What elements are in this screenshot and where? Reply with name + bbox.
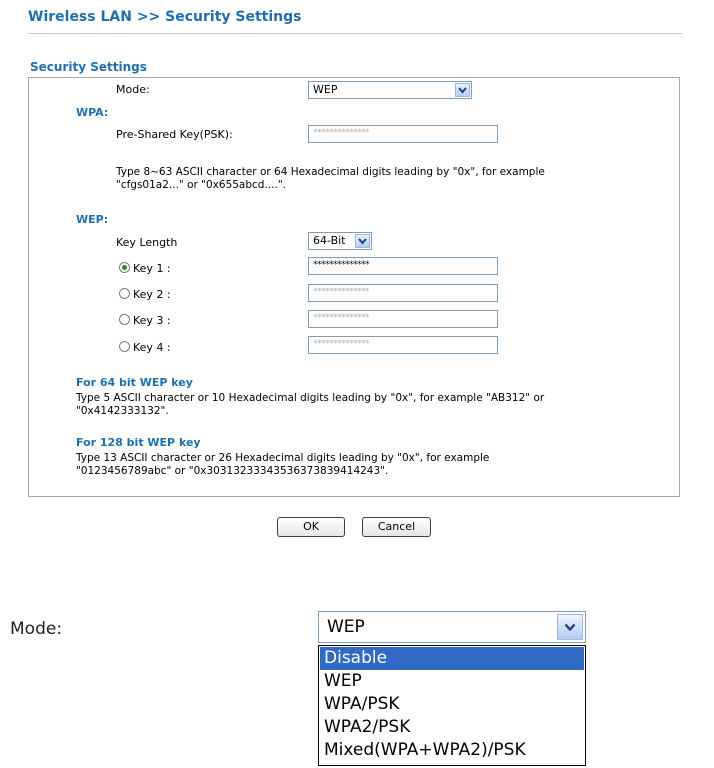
key4-radio[interactable] [119, 341, 130, 352]
wep128-line2: "0123456789abc" or "0x30313233343536373839414243". [76, 465, 389, 477]
zoom-mode-label: Mode: [10, 619, 63, 639]
key2-input[interactable]: ************** [308, 284, 498, 302]
option-mixed-psk[interactable]: Mixed(WPA+WPA2)/PSK [324, 740, 526, 760]
option-wep[interactable]: WEP [324, 671, 362, 691]
wep64-line1: Type 5 ASCII character or 10 Hexadecimal digits leading by "0x", for example "AB312" or [76, 392, 545, 404]
chevron-down-icon[interactable] [557, 614, 583, 640]
chevron-down-icon[interactable] [355, 234, 370, 248]
key-length-label: Key Length [116, 236, 178, 249]
psk-input[interactable]: ************** [308, 125, 498, 143]
key1-radio[interactable] [119, 262, 130, 273]
page-title: Wireless LAN >> Security Settings [28, 9, 302, 25]
title-divider [28, 33, 682, 34]
key2-radio[interactable] [119, 288, 130, 299]
mode-select-value: WEP [313, 83, 338, 96]
psk-note-line2: "cfgs01a2..." or "0x655abcd....". [116, 179, 286, 191]
zoom-mode-select[interactable] [318, 611, 586, 643]
wpa-heading: WPA: [76, 106, 109, 119]
option-wpa2-psk[interactable]: WPA2/PSK [324, 717, 411, 737]
option-disable[interactable]: Disable [320, 647, 584, 670]
key4-input[interactable]: ************** [308, 336, 498, 354]
wep128-line1: Type 13 ASCII character or 26 Hexadecimal digits leading by "0x", for example [76, 452, 490, 464]
ok-button[interactable]: OK [277, 517, 345, 537]
chevron-down-icon[interactable] [455, 83, 470, 97]
section-title: Security Settings [30, 60, 147, 74]
key3-label: Key 3 : [133, 314, 171, 327]
key1-label: Key 1 : [133, 262, 171, 275]
wep128-heading: For 128 bit WEP key [76, 436, 201, 449]
wep64-line2: "0x4142333132". [76, 405, 169, 417]
wep64-heading: For 64 bit WEP key [76, 376, 193, 389]
key3-input[interactable]: ************** [308, 310, 498, 328]
key4-label: Key 4 : [133, 341, 171, 354]
option-wpa-psk[interactable]: WPA/PSK [324, 694, 400, 714]
psk-label: Pre-Shared Key(PSK): [116, 128, 233, 141]
key2-label: Key 2 : [133, 288, 171, 301]
cancel-button[interactable]: Cancel [362, 517, 431, 537]
wep-heading: WEP: [76, 213, 109, 226]
key-length-select[interactable] [308, 232, 372, 250]
key-length-value: 64-Bit [313, 234, 346, 247]
key1-input[interactable]: ************** [308, 257, 498, 275]
psk-note-line1: Type 8~63 ASCII character or 64 Hexadecimal digits leading by "0x", for example [116, 166, 545, 178]
mode-label: Mode: [116, 83, 150, 96]
key3-radio[interactable] [119, 314, 130, 325]
mode-select[interactable] [308, 81, 472, 99]
mode-dropdown-list [318, 645, 586, 766]
zoom-mode-value: WEP [327, 617, 365, 637]
